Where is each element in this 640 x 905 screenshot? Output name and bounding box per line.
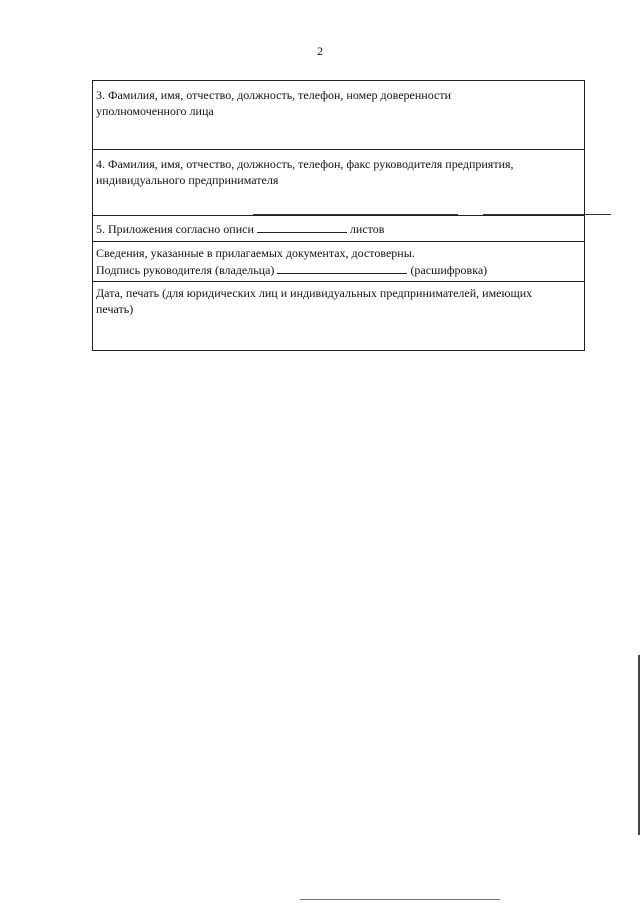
form-row-date-seal bbox=[93, 282, 585, 351]
attachments-page-count-field[interactable] bbox=[257, 220, 347, 233]
fill-line-left bbox=[253, 214, 458, 215]
scan-bottom-mark bbox=[300, 899, 500, 900]
form-row-certification bbox=[93, 242, 585, 282]
page-number: 2 bbox=[317, 44, 323, 58]
signature-field[interactable] bbox=[277, 261, 407, 274]
head-of-enterprise-cell[interactable] bbox=[93, 150, 585, 216]
application-form-table bbox=[92, 80, 585, 351]
authorized-person-label-line2: уполномоченного лица bbox=[96, 104, 214, 118]
signature-label: Подпись руководителя (владельца) bbox=[96, 263, 275, 277]
date-seal-label-line2: печать) bbox=[96, 302, 134, 316]
form-row-authorized-person bbox=[93, 81, 585, 150]
attachments-cell bbox=[93, 216, 585, 242]
attachments-label: 5. Приложения согласно описи bbox=[96, 222, 254, 236]
date-seal-cell[interactable] bbox=[93, 282, 585, 351]
form-row-head-of-enterprise bbox=[93, 150, 585, 216]
head-of-enterprise-label-line1: 4. Фамилия, имя, отчество, должность, телефон, факс руководителя предприятия, bbox=[96, 157, 514, 171]
head-of-enterprise-label-line2: индивидуального предпринимателя bbox=[96, 173, 279, 187]
form-row-attachments bbox=[93, 216, 585, 242]
certification-cell bbox=[93, 242, 585, 282]
signature-line bbox=[96, 261, 581, 278]
certification-statement: Сведения, указанные в прилагаемых документах, достоверны. bbox=[96, 246, 415, 260]
signature-decoding-label: (расшифровка) bbox=[410, 263, 488, 277]
attachments-suffix: листов bbox=[349, 222, 385, 236]
authorized-person-cell[interactable] bbox=[93, 81, 585, 150]
authorized-person-label-line1: 3. Фамилия, имя, отчество, должность, телефон, номер доверенности bbox=[96, 88, 452, 102]
date-seal-label-line1: Дата, печать (для юридических лиц и индивидуальных предпринимателей, имеющих bbox=[96, 286, 533, 300]
fill-line-right bbox=[483, 214, 611, 215]
